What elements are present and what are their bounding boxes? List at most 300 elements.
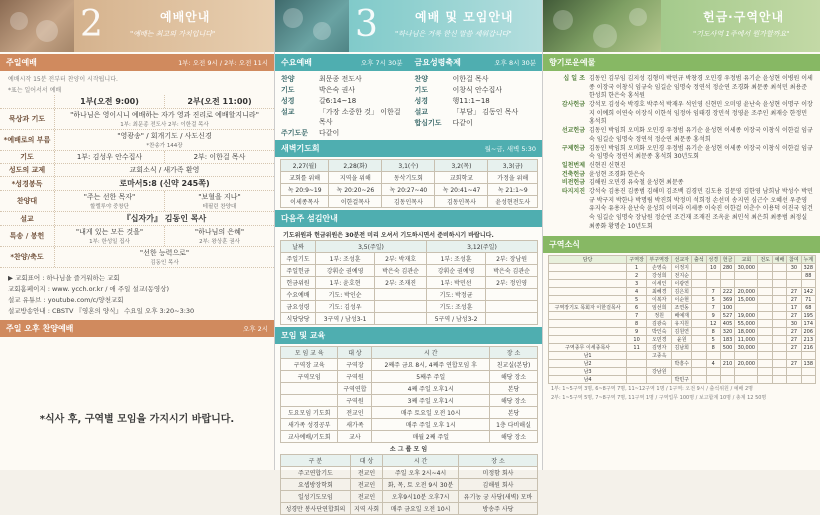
table-cell: 김남희 (672, 344, 692, 352)
table-cell (692, 336, 706, 344)
table-cell (692, 280, 706, 288)
table-cell: 527 (720, 312, 734, 320)
table-header-cell: 2,27(월) (281, 160, 329, 172)
table-header-cell: 구역장 (627, 256, 647, 264)
table-cell: 손영숙 (647, 264, 672, 272)
table-cell: 구역종무 이세종목사 (549, 344, 627, 352)
table-cell (758, 296, 772, 304)
service-person: 다같이 (319, 128, 340, 137)
order-sub: 2부: 왕상훈 권사 (199, 239, 240, 245)
table-cell: 유지원 (672, 320, 692, 328)
table-cell (772, 288, 786, 296)
section-time: 오후 7시 30분 (360, 59, 403, 67)
order-row (0, 177, 274, 191)
table-cell (627, 360, 647, 368)
offering-photo (543, 0, 661, 52)
table-cell (772, 304, 786, 312)
table-cell: 매주 금요일 오전 10시 (383, 503, 459, 515)
table-cell (549, 280, 627, 288)
table-cell: 210 (720, 360, 734, 368)
table-cell (375, 313, 427, 325)
order-main: 1부: 김성우 안수집사 (76, 153, 143, 161)
offering-names: 윤성현 조경화 한은숙 (589, 170, 645, 178)
table-cell: 328 (801, 264, 815, 272)
table-cell: 이세인 (647, 280, 672, 288)
table-header-cell: 2,28(화) (329, 160, 382, 172)
table-row (549, 344, 816, 352)
table-cell (720, 280, 734, 288)
order-row (0, 130, 274, 151)
info-line: 설교 유튜브 : youtube.com/c/양천교회 (8, 296, 124, 304)
table-cell: 강휘순 권예영 (426, 265, 485, 277)
info-line: ▶ 교회표어 : 하나님을 즐거워하는 교회 (8, 274, 120, 282)
next-week-intro: 기도위원과 헌금위원은 30분전 미리 오셔서 기도하시면서 준비하시기 바랍니다. (283, 232, 494, 239)
service-role: 성경 (281, 96, 295, 105)
table-cell: 4 (627, 288, 647, 296)
table-cell (549, 288, 627, 296)
table-cell: 강남원 (647, 368, 672, 376)
offering-group (549, 188, 814, 231)
table-cell: 71 (801, 296, 815, 304)
table-cell (772, 296, 786, 304)
table-cell: 3구역 / 남성3-1 (316, 313, 375, 325)
table-cell: 20,000 (735, 360, 758, 368)
service-person: 최문종 전도사 (319, 74, 362, 83)
service-item (409, 106, 543, 117)
table-cell: 100 (720, 304, 734, 312)
offering-names: 김동인 박임희 오미화 오민경 우정범 유기순 윤성현 이세종 이장국 이창식 이한걸 임규숙 임명숙 정연석 최문종 홍석희 30년도회 (589, 144, 813, 161)
table-cell: 216 (801, 344, 815, 352)
table-cell (801, 368, 815, 376)
order-label: *성경봉독 (11, 179, 43, 188)
meetings-table (280, 346, 538, 443)
table-cell (692, 360, 706, 368)
table-cell (772, 368, 786, 376)
table-header-cell: 시 간 (383, 455, 459, 467)
table-cell: 이세종목사 (281, 196, 329, 208)
offering-type: 감사헌금 (561, 101, 585, 109)
service-item (275, 127, 409, 138)
section-time: 오후 8시 30분 (494, 59, 536, 67)
service-item (409, 73, 543, 84)
table-header (281, 160, 538, 172)
table-row (281, 431, 538, 443)
table-cell: 이정지 (672, 264, 692, 272)
table-cell (692, 368, 706, 376)
table-header-cell: 3,2(목) (435, 160, 488, 172)
table-cell: 27 (787, 360, 801, 368)
table-cell: 김동인목사 (435, 196, 488, 208)
offering-group (549, 101, 814, 127)
table-cell (672, 368, 692, 376)
offering-group (549, 75, 814, 101)
table-cell (720, 352, 734, 360)
section-time: 월~금, 새벽 5:30 (484, 145, 536, 153)
offering-type: 타지지진 (561, 187, 585, 195)
table-row (549, 328, 816, 336)
table-cell (758, 360, 772, 368)
table-header-cell: 장 소 (458, 455, 537, 467)
table-cell: 박흥수 (672, 360, 692, 368)
table-cell (758, 352, 772, 360)
info-line: 설교방송안내 : CBSTV 『영혼의 양식』 수요일 오후 3:20~3:30 (8, 307, 195, 315)
table-cell (772, 336, 786, 344)
worship-photo (0, 0, 74, 52)
table-cell: 27 (787, 336, 801, 344)
table-cell (758, 312, 772, 320)
table-cell (627, 368, 647, 376)
service-person: 「가장 소중한 것」 이한걸 목사 (319, 107, 401, 126)
table-cell: 주일헌금 (281, 265, 316, 277)
offering-type: 구제헌금 (561, 144, 585, 152)
table-header-cell: 3,3(금) (488, 160, 538, 172)
table-cell (787, 352, 801, 360)
table-row (281, 371, 538, 383)
table-cell (735, 280, 758, 288)
table-cell (758, 304, 772, 312)
order-cell (54, 177, 274, 190)
offering-group (549, 171, 814, 180)
table-cell: 이한걸목사 (329, 196, 382, 208)
table-cell: 1층 다비해실 (490, 419, 538, 431)
order-sub: 할렐루야 중창단 (90, 204, 129, 210)
table-cell: 지역을 위해 (329, 172, 382, 184)
table-cell: 222 (720, 288, 734, 296)
table-cell: 1부: 조성훈 (316, 253, 375, 265)
meetings-header (275, 0, 542, 52)
table-header-cell: 시 간 (372, 347, 490, 359)
next-week-title (275, 210, 542, 227)
table-cell: 2째주 금요 8시, 4째주 연합모임 후 (372, 359, 490, 371)
table-cell: 2부: 정인영 (486, 277, 538, 289)
table-header (281, 241, 538, 253)
table-cell: 369 (720, 296, 734, 304)
offering-names: 김동인 김부임 김지성 김형미 박민규 박창경 오민경 우정범 유기순 윤성현 이병원 이세종 이장국 이창식 임규숙 임길순 임명숙 정연석 정순연 조경화 최문종 최석민 최용준 한성희 한은숙 홍석원 (589, 75, 813, 100)
table-cell: 280 (720, 264, 734, 272)
offering-type: 건축헌금 (561, 170, 585, 178)
table-cell: 강휘순 권예영 (316, 265, 375, 277)
worship-panel (0, 0, 274, 470)
table-row (281, 301, 538, 313)
table-cell: 5구역 / 남성3-2 (426, 313, 485, 325)
table-cell: 3째 주일 오후1시 (372, 395, 490, 407)
table-cell: 12 (706, 320, 720, 328)
table-header-cell: 전도 (758, 256, 772, 264)
table-cell: 27 (787, 296, 801, 304)
table-cell (758, 344, 772, 352)
table-cell: 138 (801, 360, 815, 368)
table-cell (735, 304, 758, 312)
table-cell: 강성희 (647, 272, 672, 280)
service-role: 주기도문 (281, 128, 309, 137)
order-row (0, 164, 274, 177)
order-main: "하나님은 영이시니 예배하는 자가 영과 진리로 예배할지니라" (70, 111, 259, 119)
order-cell (54, 247, 274, 267)
friday-service (409, 52, 543, 138)
table-cell: 성경만 봉사단연합회의 (281, 503, 351, 515)
bottom-message: *식사 후, 구역별 모임을 가지시기 바랍니다. (39, 414, 235, 425)
table-cell: 55,000 (735, 320, 758, 328)
table-cell: 8 (627, 320, 647, 328)
table-row (281, 289, 538, 301)
table-cell (692, 304, 706, 312)
table-cell: 화, 목, 토 오전 9시 30분 (383, 479, 459, 491)
service-person: 박은숙 권사 (319, 85, 356, 94)
table-cell: 5 (706, 336, 720, 344)
table-row (549, 296, 816, 304)
note-2: *표는 일어서서 예배 (8, 87, 62, 94)
table-row (281, 253, 538, 265)
page-subtitle: "기도사역 1주에서 뭔가할까요" (693, 30, 790, 38)
table-row (281, 359, 538, 371)
offering-group (549, 127, 814, 144)
order-cell-2 (164, 226, 274, 246)
table-cell: 윤원 (672, 336, 692, 344)
table-cell: 조연동 (672, 304, 692, 312)
table-cell (549, 336, 627, 344)
page-subtitle: "하나님은 거룩 한신 말씀 세워갑니다" (395, 30, 512, 38)
table-cell: 본당 (490, 383, 538, 395)
section-title: 다음주 섬김안내 (281, 214, 338, 223)
service-role: 기도 (281, 85, 295, 94)
service-item (275, 84, 409, 95)
table-row (281, 277, 538, 289)
table-cell: 녹 20:9~19 (281, 184, 329, 196)
dawn-prayer-table (280, 159, 538, 208)
order-label: 찬양대 (16, 197, 38, 205)
table-cell: 27 (787, 328, 801, 336)
table-header-cell: 3,1(수) (382, 160, 435, 172)
next-week-table (280, 240, 538, 325)
offering-header (543, 0, 820, 52)
table-cell: 본당 (490, 407, 538, 419)
table-header-cell: 선교자 (672, 256, 692, 264)
table-cell (758, 264, 772, 272)
order-sub: 김동인 목사 (150, 260, 179, 266)
service-person: 「부담」 김동인 목사 (452, 107, 519, 116)
table-cell: 전교인 (350, 479, 382, 491)
page-subtitle: "예배는 최고의 가치입니다" (130, 30, 216, 38)
section-main-worship (0, 54, 274, 71)
table-header-cell: 3,5(주일) (316, 241, 427, 253)
order-cell (54, 164, 274, 176)
offering-names: 김동인 박임희 오미화 오민경 우정범 유기순 윤성현 이세종 이장국 이창식 이한걸 임규숙 임길순 임명숙 정연석 정순연 최문종 홍석희 (589, 127, 813, 143)
table-cell (549, 264, 627, 272)
section-title: 수요예배 (281, 58, 312, 67)
table-row (281, 479, 538, 491)
table-cell (375, 301, 427, 313)
table-cell: 전교인 (350, 491, 382, 503)
order-label: 성도의 교제 (8, 166, 46, 174)
table-cell: 7 (706, 304, 720, 312)
table-cell: 174 (801, 320, 815, 328)
table-cell (772, 376, 786, 384)
order-main: "하나님의 은혜" (194, 228, 245, 236)
table-cell: 구역장기도 목회자 이한걸목사 (549, 304, 627, 312)
table-cell: 7 (627, 312, 647, 320)
order-sub: 1부: 한성일 집사 (89, 239, 130, 245)
page-number: 3 (355, 4, 378, 45)
table-row (549, 320, 816, 328)
order-label: 설교 (20, 214, 34, 223)
table-cell: 수요예배 (281, 289, 316, 301)
table-cell: 10 (706, 264, 720, 272)
table-cell (692, 296, 706, 304)
table-header-cell: 구 분 (281, 455, 351, 467)
table-cell (692, 344, 706, 352)
table-cell: 9 (706, 312, 720, 320)
section-title: 구역소식 (549, 240, 580, 250)
order-cell-1 (54, 151, 164, 163)
table-cell (787, 272, 801, 280)
service-person: 갈6:14~18 (319, 96, 357, 105)
order-label: 기도 (20, 153, 34, 161)
table-cell (647, 376, 672, 384)
table-cell (692, 328, 706, 336)
table-cell: 남1 (549, 352, 627, 360)
order-main: "영광송" / 회개기도 / 사도신경 (117, 132, 212, 140)
table-cell: 206 (801, 328, 815, 336)
service-person: 이창식 안수집사 (452, 85, 503, 94)
table-cell: 일성기도모임 (281, 491, 351, 503)
table-row (281, 467, 538, 479)
table-cell: 5 (706, 296, 720, 304)
order-cell (54, 109, 274, 129)
table-cell (486, 289, 538, 301)
table-row (549, 304, 816, 312)
service-1-header: 1부(오전 9:00) (54, 95, 164, 108)
table-cell: 교사 (338, 431, 372, 443)
table-cell: 17 (787, 304, 801, 312)
table-cell (758, 288, 772, 296)
section-title: 주일예배 (6, 58, 37, 67)
table-cell: 9 (627, 328, 647, 336)
table-cell: 20,000 (735, 288, 758, 296)
table-cell (787, 280, 801, 288)
table-header-cell: 성경 (706, 256, 720, 264)
table-cell: 주일 오후 2시~4시 (383, 467, 459, 479)
order-main: "내게 있는 모든 것을" (75, 228, 144, 236)
table-header-cell: 누계 (801, 256, 815, 264)
table-cell (772, 312, 786, 320)
table-cell: 박은숙 김관순 (486, 265, 538, 277)
table-cell: 10 (627, 336, 647, 344)
group-footer-2: 2부: 1~5구역 5명, 7~8구역 7명, 11구역 1명 / 구역업무 100명 / 보고합계 10명 / 총계 12 50명 (551, 395, 767, 402)
service-role: 합심기도 (414, 118, 442, 127)
table-cell (706, 272, 720, 280)
table-cell (758, 376, 772, 384)
table-cell: 15,000 (735, 296, 758, 304)
table-cell: 1부: 조성훈 (426, 253, 485, 265)
table-cell: 500 (720, 344, 734, 352)
section-title: 모임 및 교육 (281, 331, 326, 340)
table-cell (706, 352, 720, 360)
table-row (549, 288, 816, 296)
offering-names: 강석숙 김용진 김종범 김해미 김조백 김경민 김도용 김문영 김한영 남희남 박성수 박민규 박구지 박한나 박명림 박진희 박정미 석희정 손선미 송지연 심근수 오혜선 우준영 유지숙 유용자 윤난숙 윤성희 이미라 이세종 이숙진 이한걸 이춘수 이용덕 이진국 임건숙 임길순 임명숙 장남원 정순연 조건재 조재진 조옥윤 최민석 최은희 최종범 최정실 최종화 황명순 10년도회 (589, 187, 813, 230)
table-cell: 2부: 조재진 (375, 277, 427, 289)
table-cell: 교회학교 (435, 172, 488, 184)
table-row (549, 360, 816, 368)
service-item (409, 117, 543, 128)
table-cell: 전지순 (672, 272, 692, 280)
table-cell: 김해원 회사 (458, 479, 537, 491)
order-row (0, 247, 274, 268)
table-cell: 전교인 (350, 467, 382, 479)
table-cell (801, 352, 815, 360)
table-cell (758, 280, 772, 288)
table-cell (787, 376, 801, 384)
table-cell (772, 344, 786, 352)
table-cell: 남3 (549, 368, 627, 376)
service-item (275, 106, 409, 127)
table-cell: 교사예배/기도회 (281, 431, 338, 443)
table-cell: 김영자 (647, 344, 672, 352)
table-cell (627, 352, 647, 360)
dawn-prayer-title (275, 140, 542, 157)
table-row (549, 312, 816, 320)
table-cell: 11 (627, 344, 647, 352)
order-label: 묵상과 기도 (8, 115, 46, 123)
table-cell (706, 280, 720, 288)
table-cell (772, 328, 786, 336)
table-cell: 가정을 위해 (488, 172, 538, 184)
table-row (281, 491, 538, 503)
table-cell: 방송주 사당 (458, 503, 537, 515)
order-label: *예배로의 부름 (3, 136, 51, 144)
table-cell (735, 376, 758, 384)
table-cell: 30 (787, 320, 801, 328)
table-cell: 남4 (549, 376, 627, 384)
table-cell: 30,000 (735, 344, 758, 352)
table-cell: 도요모임 기도회 (281, 407, 338, 419)
table-cell: 요셉방장학회 (281, 479, 351, 491)
table-cell: 지역 사회 (350, 503, 382, 515)
offering-list (543, 73, 820, 233)
table-cell: 405 (720, 320, 734, 328)
table-cell (787, 368, 801, 376)
order-sub: 테필린 찬양대 (202, 204, 237, 210)
table-cell: 임선희 (647, 304, 672, 312)
table-cell: 구역장 교육 (281, 359, 338, 371)
small-group-title: 소 그 룹 모 임 (389, 446, 428, 453)
table-header-cell: 대 상 (338, 347, 372, 359)
table-cell (281, 395, 338, 407)
table-cell: 18,000 (735, 328, 758, 336)
table-cell (772, 320, 786, 328)
table-cell (692, 312, 706, 320)
order-cell-2 (164, 151, 274, 163)
order-row (0, 226, 274, 247)
page-title: 헌금·구역안내 (703, 10, 785, 24)
table-cell: 27 (787, 312, 801, 320)
table-cell: 기도: 박인순 (316, 289, 375, 301)
table-cell (720, 376, 734, 384)
meetings-panel (274, 0, 542, 513)
table-cell: 4 (706, 360, 720, 368)
table-cell (486, 313, 538, 325)
section-time: 오후 2시 (242, 325, 268, 333)
table-row (549, 376, 816, 384)
table-cell: 1부: 박민선 (426, 277, 485, 289)
table-cell: 윤성현전도사 (488, 196, 538, 208)
order-cell-1 (54, 191, 164, 211)
table-row (549, 272, 816, 280)
table-cell: 새가족 (338, 419, 372, 431)
table-cell: 30,000 (735, 264, 758, 272)
table-cell (692, 272, 706, 280)
table-cell (758, 328, 772, 336)
service-role: 성경 (414, 96, 429, 105)
